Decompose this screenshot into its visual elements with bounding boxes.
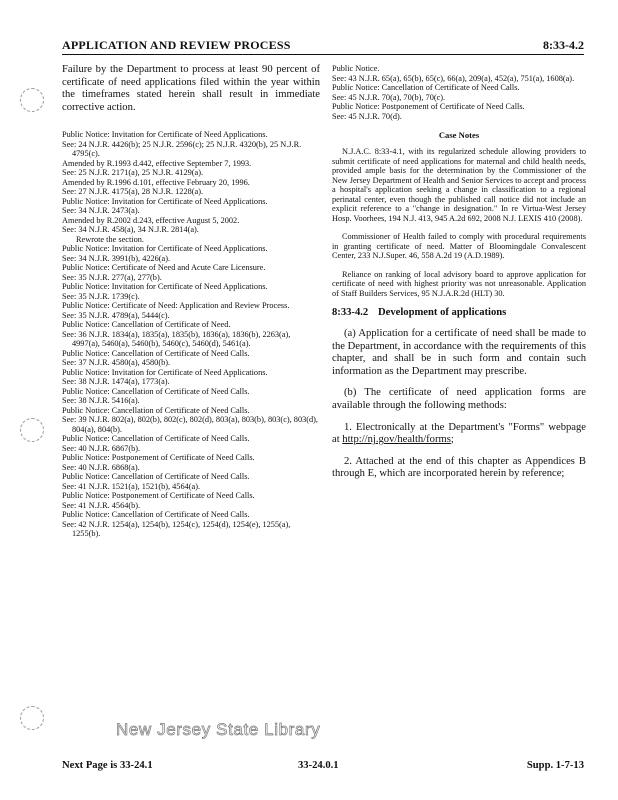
history-line: See: 45 N.J.R. 70(d). <box>332 111 402 121</box>
history-line: Amended by R.1996 d.101, effective February 20, 1996. <box>62 177 250 187</box>
history-line: Public Notice: Cancellation of Certificate of Need Calls. <box>332 83 520 92</box>
case-note-paragraph: Commissioner of Health failed to comply with procedural requirements in granting certificate of need. Matter of Bloomingdale Convalescent Center, 233 N.J.Super. 46, 558 A.2d 19 (A.D.1989). <box>332 232 586 260</box>
history-line: See: 38 N.J.R. 5416(a). <box>62 396 140 406</box>
footer-next-page: Next Page is 33-24.1 <box>62 760 153 771</box>
section-number: 8:33-4.2 <box>332 307 369 318</box>
history-line: Rewrote the section. <box>76 234 144 244</box>
case-notes <box>332 147 586 298</box>
punch-hole-mark <box>20 88 44 112</box>
history-line: Public Notice: Cancellation of Certificate of Need Calls. <box>62 472 250 482</box>
history-line: Public Notice: Cancellation of Certificate of Need Calls. <box>62 348 250 358</box>
history-line: See: 38 N.J.R. 1474(a), 1773(a). <box>62 377 170 387</box>
section-heading <box>332 307 586 318</box>
punch-hole-mark <box>20 418 44 442</box>
history-line: See: 34 N.J.R. 458(a), 34 N.J.R. 2814(a). <box>62 225 199 235</box>
case-notes-heading: Case Notes <box>438 130 480 140</box>
history-line: Public Notice: Invitation for Certificate of Need Applications. <box>62 196 268 206</box>
paragraph-a: (a) Application for a certificate of need shall be made to the Department, in accordance with the requirements of this chapter, and shall be in such form and contain such information as the Department may prescribe. <box>332 328 586 377</box>
history-line: See: 40 N.J.R. 6867(b). <box>62 443 141 453</box>
punch-hole-mark <box>20 706 44 730</box>
history-line: See: 34 N.J.R. 2473(a). <box>62 206 140 216</box>
history-notes-continued <box>332 64 586 121</box>
list-item-1-end: ; <box>450 434 454 446</box>
history-line: Public Notice. <box>332 64 380 73</box>
page-footer <box>62 760 584 774</box>
footer-supplement-date: Supp. 1-7-13 <box>526 760 584 771</box>
history-notes <box>62 130 320 539</box>
left-column <box>62 64 320 539</box>
history-line: Public Notice: Cancellation of Certificate of Need Calls. <box>62 405 250 415</box>
history-line: See: 43 N.J.R. 65(a), 65(b), 65(c), 66(a), 209(a), 452(a), 751(a), 1608(a). <box>332 73 575 83</box>
history-line: Public Notice: Invitation for Certificate of Need Applications. <box>62 244 268 254</box>
library-stamp: New Jersey State Library <box>116 720 321 739</box>
list-item-2: 2. Attached at the end of this chapter as Appendices B through E, which are incorporated herein by reference; <box>332 455 586 480</box>
history-line: See: 25 N.J.R. 2171(a), 25 N.J.R. 4129(a). <box>62 168 204 178</box>
history-line: Public Notice: Cancellation of Certificate of Need Calls. <box>62 434 250 444</box>
history-line: See: 42 N.J.R. 1254(a), 1254(b), 1254(c), 1254(d), 1254(e), 1255(a), 1255(b). <box>62 519 291 539</box>
history-line: Public Notice: Certificate of Need: Application and Review Process. <box>62 301 290 311</box>
section-title: Development of applications <box>378 307 507 318</box>
history-line: See: 24 N.J.R. 4426(b); 25 N.J.R. 2596(c); 25 N.J.R. 4320(b), 25 N.J.R. 4795(c). <box>62 139 302 159</box>
history-line: Public Notice: Invitation for Certificate of Need Applications. <box>62 367 268 377</box>
case-note-paragraph: N.J.A.C. 8:33-4.1, with its regularized schedule allowing providers to submit certificate of need applications for maternal and child health needs, provided ample basis for the determination by the Commissioner of the New Jersey Department of Health and Senior Services to accept and process a hospital's application seeking a change in classification to a regional perinatal center, even though the published call notice did not include an explicit reference to a "change in designation." In re Virtua-West Jersey Hosp. Voorhees, 194 N.J. 413, 945 A.2d 692, 2008 N.J. LEXIS 410 (2008). <box>332 147 586 223</box>
running-header <box>62 36 584 55</box>
history-line: Public Notice: Postponement of Certificate of Need Calls. <box>332 102 525 111</box>
history-line: Public Notice: Postponement of Certificate of Need Calls. <box>62 491 255 501</box>
list-item-1-text: 1. Electronically at the Department's "Forms" webpage at <box>332 421 586 446</box>
history-line: See: 40 N.J.R. 6868(a). <box>62 462 140 472</box>
footer-page-number: 33-24.0.1 <box>298 760 339 771</box>
right-column <box>332 64 586 490</box>
history-line: See: 41 N.J.R. 1521(a), 1521(b), 4564(a). <box>62 481 201 491</box>
history-line: See: 45 N.J.R. 70(a), 70(b), 70(c). <box>332 92 446 102</box>
history-line: Public Notice: Cancellation of Certificate of Need. <box>62 320 231 330</box>
forms-webpage-link[interactable]: http://nj.gov/health/forms <box>342 434 451 446</box>
history-line: See: 36 N.J.R. 1834(a), 1835(a), 1835(b), 1836(a), 1836(b), 2263(a), 4997(a), 5460(a), 5460(b), 5460(c), 5460(d), 5461(a). <box>62 329 291 349</box>
history-line: See: 35 N.J.R. 277(a), 277(b). <box>62 272 162 282</box>
header-section-number: 8:33-4.2 <box>543 38 584 52</box>
history-line: See: 37 N.J.R. 4580(a), 4580(b). <box>62 358 171 368</box>
history-line: Public Notice: Cancellation of Certificate of Need Calls. <box>62 510 250 520</box>
history-line: See: 34 N.J.R. 3991(b), 4226(a). <box>62 253 171 263</box>
history-line: See: 27 N.J.R. 4175(a), 28 N.J.R. 1228(a). <box>62 187 204 197</box>
paragraph-b: (b) The certificate of need application forms are available through the following methods: <box>332 387 586 411</box>
lead-paragraph: Failure by the Department to process at least 90 percent of certificate of need applications filed within the year within the timeframes stated herein shall result in immediate corrective action. <box>62 64 320 113</box>
history-line: See: 39 N.J.R. 802(a), 802(b), 802(c), 802(d), 803(a), 803(b), 803(c), 803(d), 804(a), 804(b). <box>62 415 318 434</box>
case-note-paragraph: Reliance on ranking of local advisory board to approve application for certificate of need with highest priority was not unreasonable. Application of Staff Builders Services, 95 N.J.A.R.2d (HLT) 30. <box>332 269 586 298</box>
history-line: Public Notice: Certificate of Need and Acute Care Licensure. <box>62 263 266 273</box>
history-line: Amended by R.2002 d.243, effective August 5, 2002. <box>62 215 240 225</box>
history-line: See: 35 N.J.R. 4789(a), 5444(c). <box>62 310 170 320</box>
history-line: Public Notice: Postponement of Certificate of Need Calls. <box>62 453 255 463</box>
header-title: APPLICATION AND REVIEW PROCESS <box>62 38 291 52</box>
list-item-1 <box>332 422 586 447</box>
history-line: Public Notice: Invitation for Certificate of Need Applications. <box>62 130 268 140</box>
history-line: Public Notice: Invitation for Certificate of Need Applications. <box>62 282 268 292</box>
history-line: See: 41 N.J.R. 4564(b). <box>62 500 141 510</box>
history-line: See: 35 N.J.R. 1739(c). <box>62 291 140 301</box>
history-line: Public Notice: Cancellation of Certificate of Need Calls. <box>62 386 250 396</box>
history-line: Amended by R.1993 d.442, effective September 7, 1993. <box>62 158 252 168</box>
